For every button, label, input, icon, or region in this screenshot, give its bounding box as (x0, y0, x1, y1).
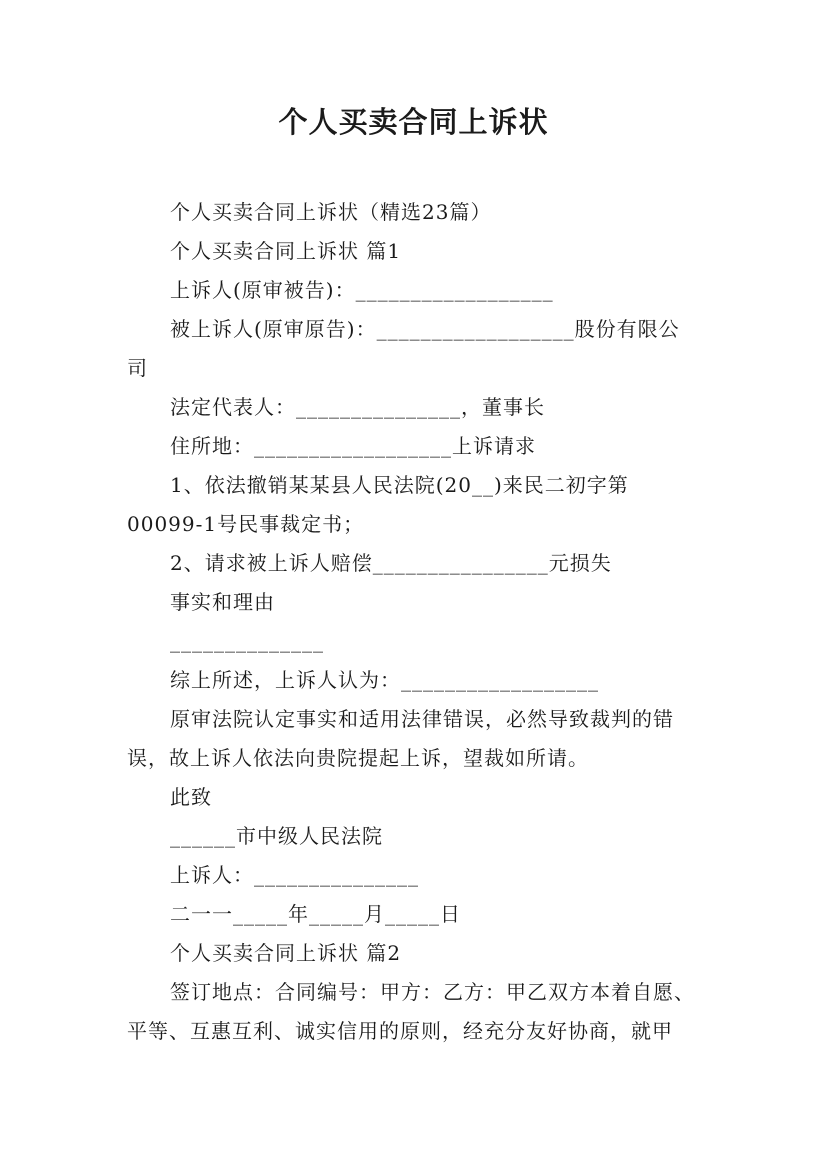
paragraph-legal-rep: 法定代表人：_______________，董事长 (170, 395, 545, 419)
paragraph-appellee: 被上诉人(原审原告)：__________________股份有限公 (170, 317, 680, 341)
paragraph-address: 住所地：__________________上诉请求 (170, 434, 536, 458)
paragraph-request-1: 1、依法撤销某某县人民法院(20__)来民二初字第 (170, 473, 629, 497)
paragraph-appellee-cont: 司 (127, 356, 148, 380)
paragraph-error-cont: 误，故上诉人依法向贵院提起上诉，望裁如所请。 (127, 746, 589, 770)
paragraph-court: ______市中级人民法院 (170, 824, 383, 848)
paragraph-error: 原审法院认定事实和适用法律错误，必然导致裁判的错 (170, 707, 674, 731)
document-title: 个人买卖合同上诉状 (278, 105, 549, 139)
paragraph-facts-heading: 事实和理由 (170, 590, 275, 614)
paragraph-contract-cont: 平等、互惠互利、诚实信用的原则，经充分友好协商，就甲 (127, 1019, 673, 1043)
paragraph-signature: 上诉人：_______________ (170, 863, 419, 887)
section-heading-2: 个人买卖合同上诉状 篇2 (170, 941, 402, 965)
paragraph-request-2: 2、请求被上诉人赔偿________________元损失 (170, 551, 612, 575)
paragraph-salutation: 此致 (170, 785, 212, 809)
paragraph-facts-blank: ______________ (170, 629, 324, 653)
section-heading-1: 个人买卖合同上诉状 篇1 (170, 239, 402, 263)
paragraph-request-1-cont: 00099-1号民事裁定书； (127, 512, 365, 536)
paragraph-summary: 综上所述，上诉人认为：__________________ (170, 668, 599, 692)
paragraph-contract: 签订地点：合同编号：甲方：乙方：甲乙双方本着自愿、 (170, 980, 695, 1004)
paragraph-appellant: 上诉人(原审被告)：__________________ (170, 278, 554, 302)
paragraph-date: 二一一_____年_____月_____日 (170, 902, 461, 926)
paragraph-intro: 个人买卖合同上诉状（精选23篇） (170, 200, 492, 224)
